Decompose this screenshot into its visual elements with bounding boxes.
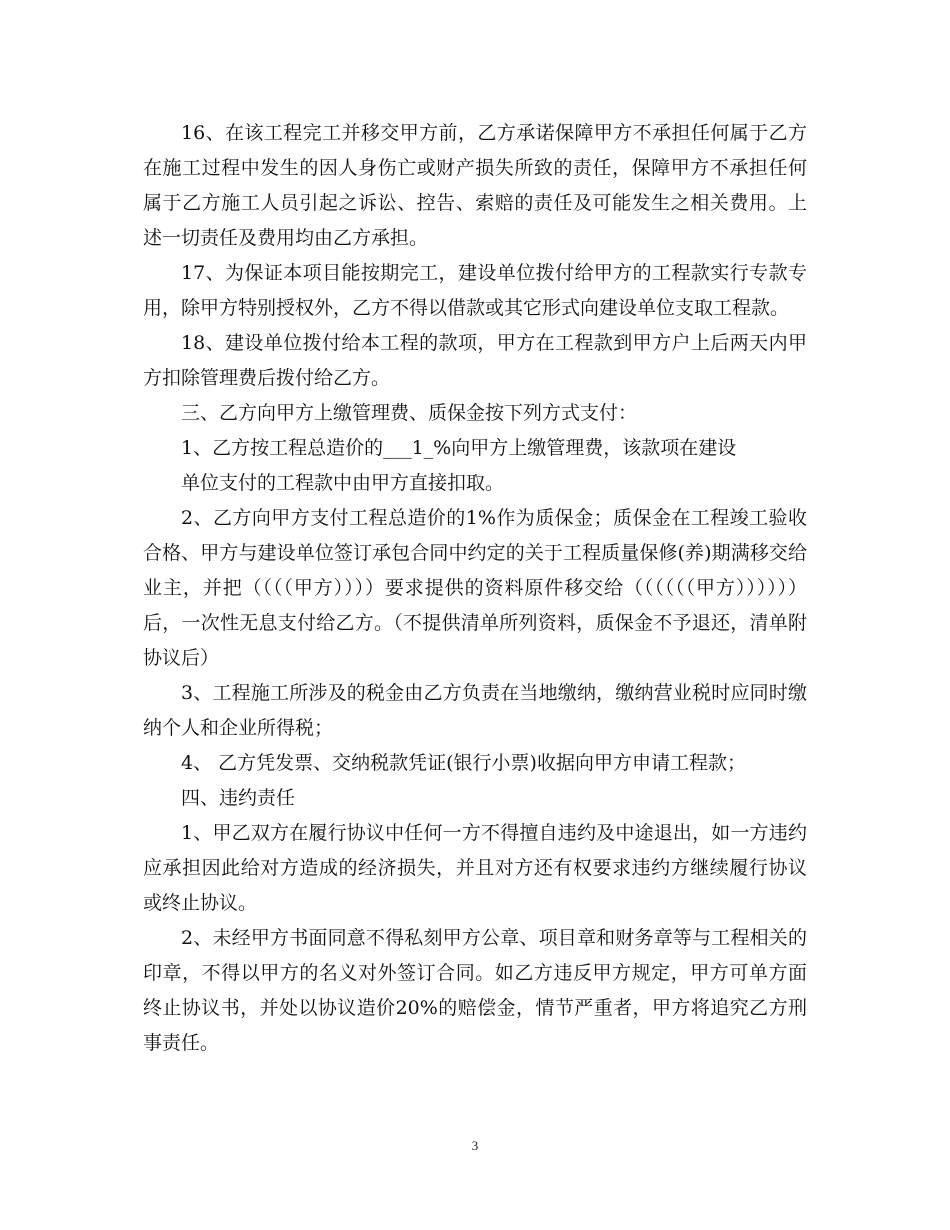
section-heading-breach: 四、违约责任	[181, 787, 296, 809]
payment-item-2: 2、乙方向甲方支付工程总造价的1%作为质保金；质保金在工程竣工验收合格、甲方与建设单位签订承包合同中约定的关于工程质量保修(养)期满移交给业主，并把（（（（甲方））））要求提供的资料原件移交给（（（（（（甲方））））））后，一次性无息支付给乙方。（不提供清单所列资料，质保金不予退还，清单附协议后）	[143, 507, 807, 669]
document-body	[143, 116, 807, 1061]
payment-item-1: 1、乙方按工程总造价的___1_%向甲方上缴管理费，该款项在建设	[181, 437, 737, 459]
payment-item-4: 4、 乙方凭发票、交纳税款凭证(银行小票)收据向甲方申请工程款；	[181, 752, 746, 774]
payment-item-1-continued: 单位支付的工程款中由甲方直接扣取。	[181, 472, 505, 494]
section-heading-payment: 三、乙方向甲方上缴管理费、质保金按下列方式支付：	[181, 402, 638, 424]
clause-18: 18、建设单位拨付给本工程的款项，甲方在工程款到甲方户上后两天内甲方扣除管理费后拨付给乙方。	[143, 332, 807, 389]
clause-17: 17、为保证本项目能按期完工，建设单位拨付给甲方的工程款实行专款专用，除甲方特别授权外，乙方不得以借款或其它形式向建设单位支取工程款。	[143, 262, 807, 319]
clause-16: 16、在该工程完工并移交甲方前，乙方承诺保障甲方不承担任何属于乙方在施工过程中发生的因人身伤亡或财产损失所致的责任，保障甲方不承担任何属于乙方施工人员引起之诉讼、控告、索赔的责任及可能发生之相关费用。上述一切责任及费用均由乙方承担。	[143, 122, 807, 249]
page-number: 3	[471, 1138, 479, 1153]
breach-item-1: 1、甲乙双方在履行协议中任何一方不得擅自违约及中途退出，如一方违约应承担因此给对方造成的经济损失，并且对方还有权要求违约方继续履行协议或终止协议。	[143, 822, 807, 914]
breach-item-2: 2、未经甲方书面同意不得私刻甲方公章、项目章和财务章等与工程相关的印章，不得以甲方的名义对外签订合同。如乙方违反甲方规定，甲方可单方面终止协议书，并处以协议造价20%的赔偿金，情节严重者，甲方将追究乙方刑事责任。	[143, 927, 807, 1054]
payment-item-3: 3、工程施工所涉及的税金由乙方负责在当地缴纳，缴纳营业税时应同时缴纳个人和企业所得税；	[143, 682, 807, 739]
